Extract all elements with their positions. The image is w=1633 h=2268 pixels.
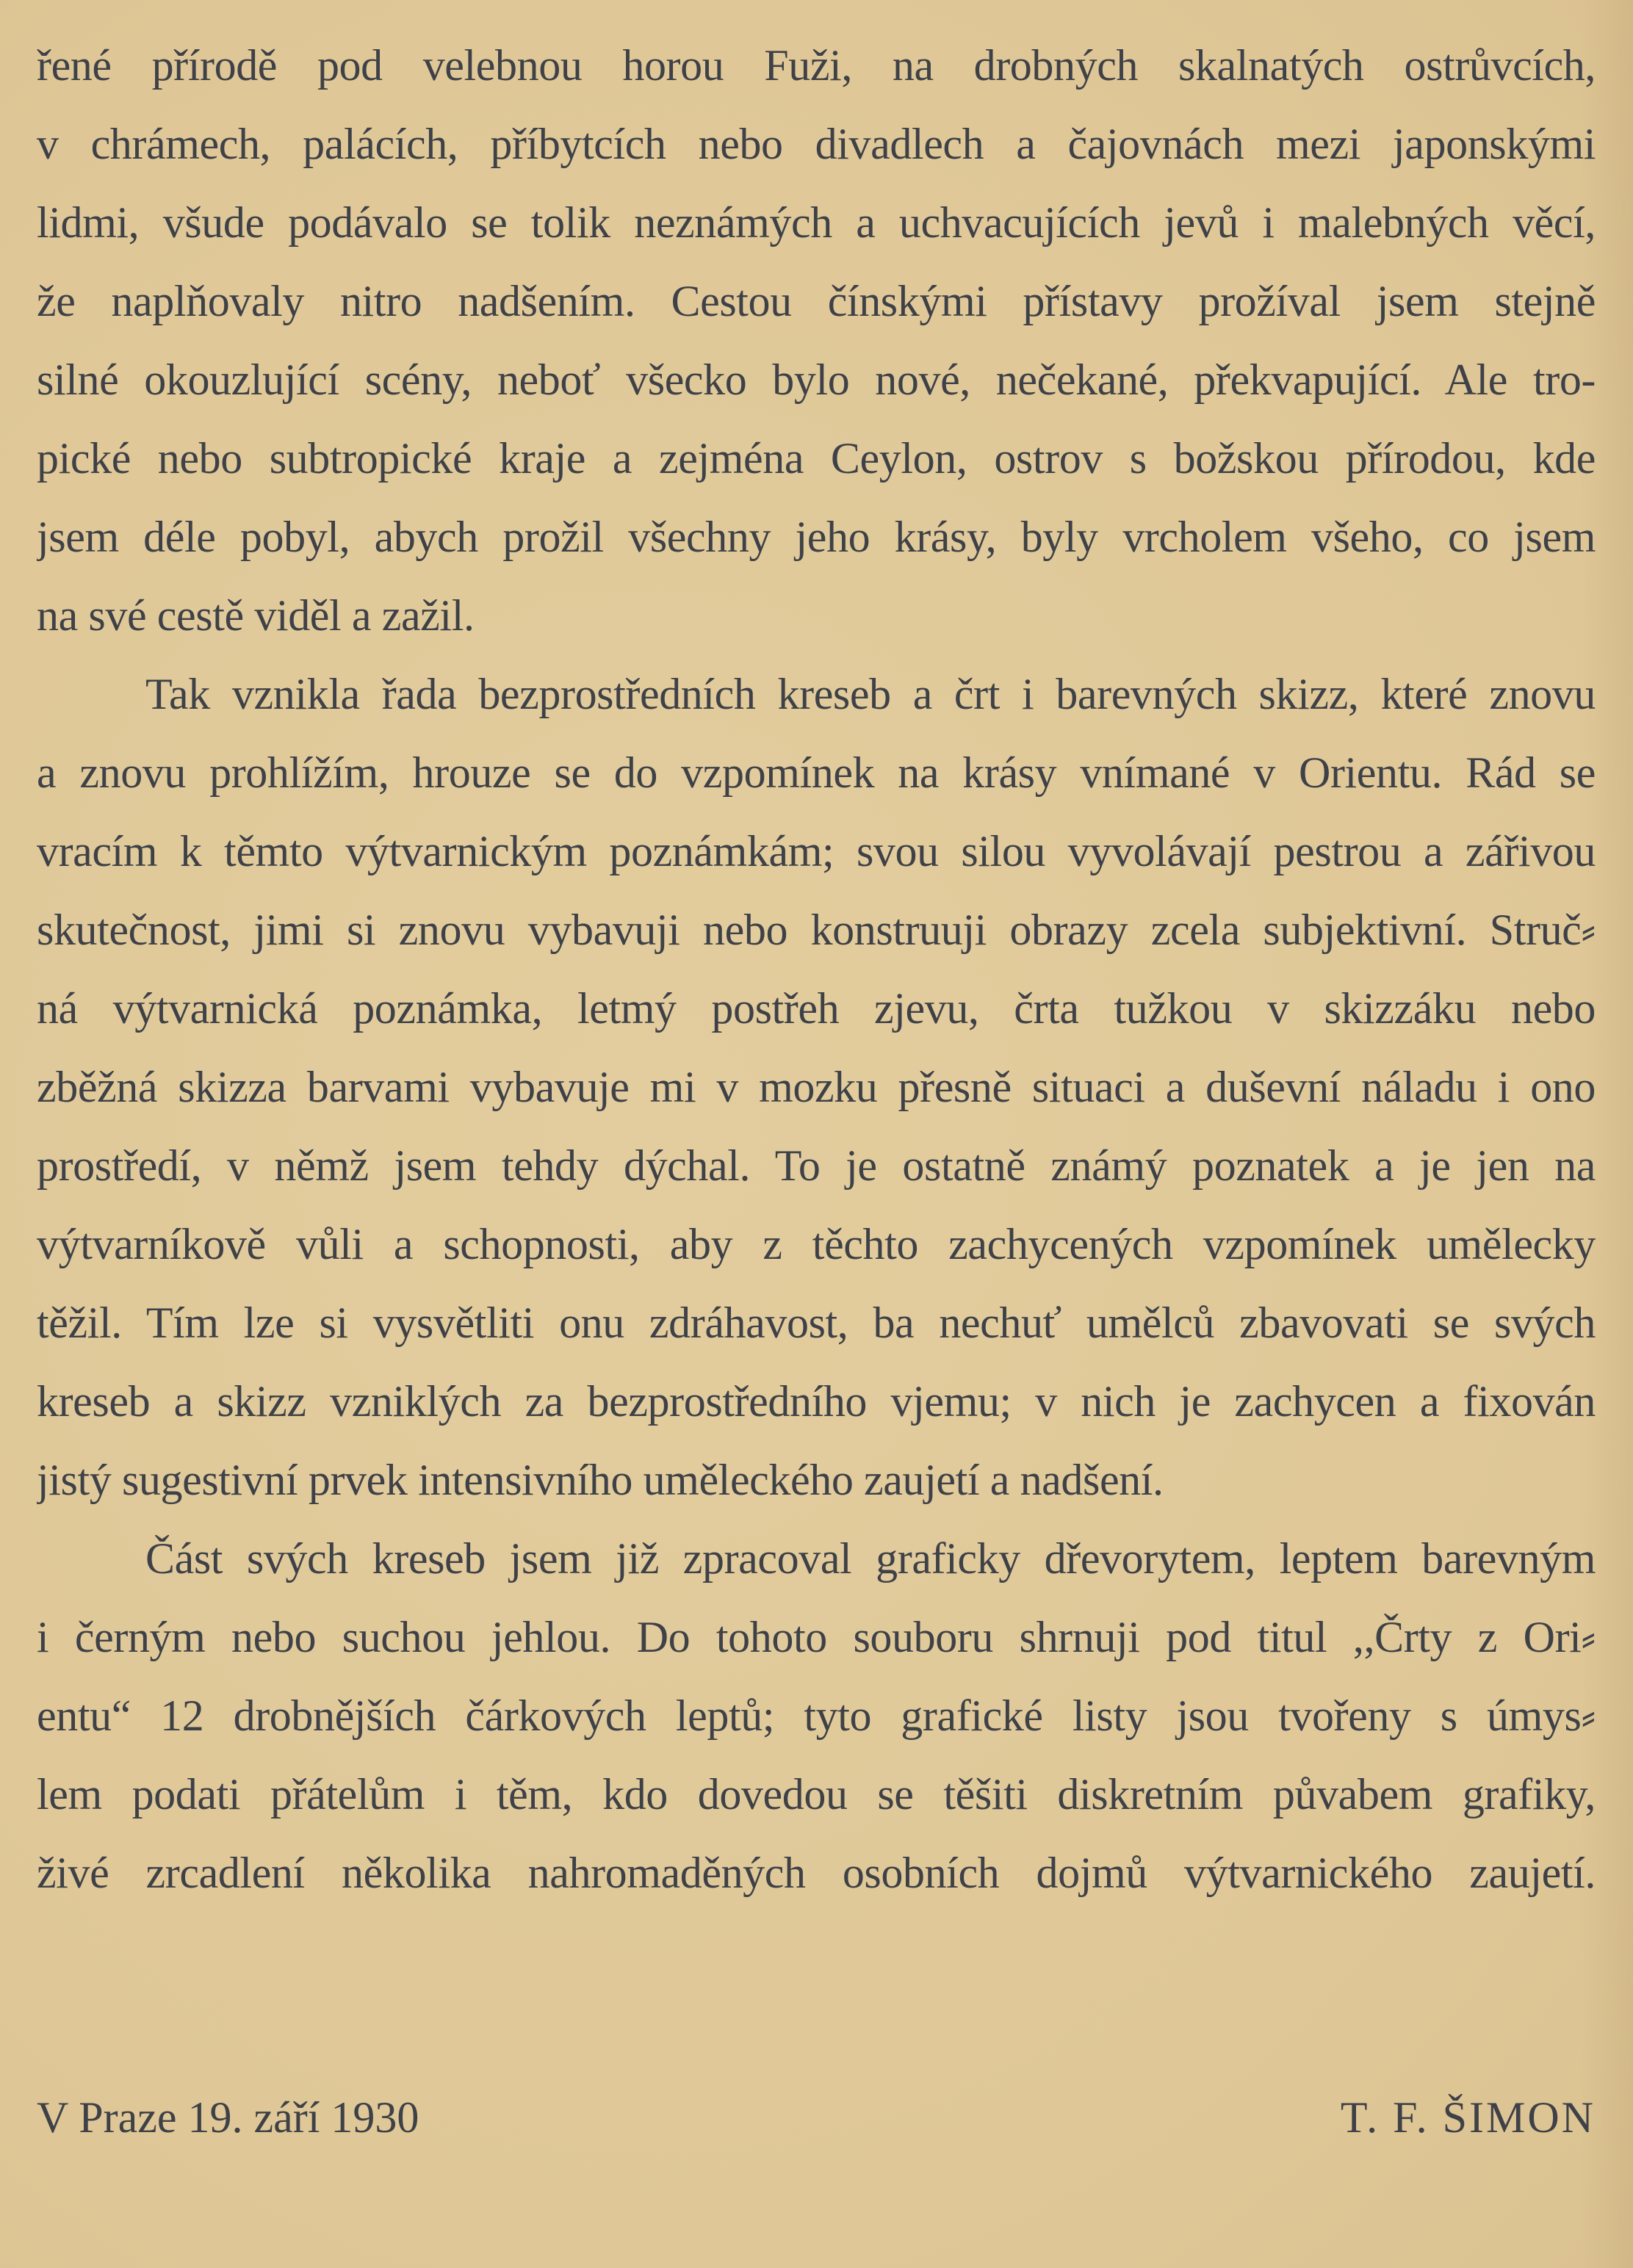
text-line: lem podati přátelům i těm, kdo dovedou se těšiti diskretním půvabem grafiky, bbox=[37, 1770, 1596, 1819]
text-line: a znovu prohlížím, hrouze se do vzpomínek na krásy vnímané v Orientu. Rád se bbox=[37, 748, 1596, 797]
text-line: zběžná skizza barvami vybavuje mi v mozku přesně situaci a duševní náladu i ono bbox=[37, 1063, 1596, 1111]
text-line: kreseb a skizz vzniklých za bezprostředního vjemu; v nich je zachycen a fixován bbox=[37, 1377, 1596, 1426]
text-line: výtvarníkově vůli a schopnosti, aby z těchto zachycených vzpomínek umělecky bbox=[37, 1220, 1596, 1268]
text-line: i černým nebo suchou jehlou. Do tohoto souboru shrnuji pod titul ,,Črty z Ori⸗ bbox=[37, 1613, 1596, 1661]
text-line: vracím k těmto výtvarnickým poznámkám; svou silou vyvolávají pestrou a zářivou bbox=[37, 827, 1596, 875]
text-line: živé zrcadlení několika nahromaděných osobních dojmů výtvarnického zaujetí. bbox=[37, 1849, 1596, 1897]
text-line: těžil. Tím lze si vysvětliti onu zdráhavost, ba nechuť umělců zbavovati se svých bbox=[37, 1299, 1596, 1347]
text-line: Tak vznikla řada bezprostředních kreseb a črt i barevných skizz, které znovu bbox=[145, 670, 1596, 718]
text-line: jsem déle pobyl, abych prožil všechny jeho krásy, byly vrcholem všeho, co jsem bbox=[37, 513, 1596, 561]
text-line: v chrámech, palácích, příbytcích nebo divadlech a čajovnách mezi japonskými bbox=[37, 120, 1596, 168]
text-line: jistý sugestivní prvek intensivního uměleckého zaujetí a nadšení. bbox=[37, 1456, 1164, 1504]
text-line: Část svých kreseb jsem již zpracoval graficky dřevorytem, leptem barevným bbox=[145, 1534, 1596, 1583]
closing-signature bbox=[37, 2079, 1596, 2157]
place-and-date: V Praze 19. září 1930 bbox=[37, 2093, 419, 2142]
author-name: T. F. ŠIMON bbox=[1340, 2093, 1596, 2142]
text-line: prostředí, v němž jsem tehdy dýchal. To je ostatně známý poznatek a je jen na bbox=[37, 1141, 1596, 1190]
text-line: pické nebo subtropické kraje a zejména Ceylon, ostrov s božskou přírodou, kde bbox=[37, 434, 1596, 483]
body-text bbox=[37, 26, 1596, 1913]
text-line: lidmi, všude podávalo se tolik neznámých a uchvacujících jevů i malebných věcí, bbox=[37, 198, 1596, 247]
text-line: silné okouzlující scény, neboť všecko bylo nové, nečekané, překvapující. Ale tro- bbox=[37, 355, 1596, 404]
text-line: skutečnost, jimi si znovu vybavuji nebo konstruuji obrazy zcela subjektivní. Struč⸗ bbox=[37, 906, 1596, 954]
text-line: ná výtvarnická poznámka, letmý postřeh zjevu, črta tužkou v skizzáku nebo bbox=[37, 984, 1596, 1033]
text-line: že naplňovaly nitro nadšením. Cestou čínskými přístavy prožíval jsem stejně bbox=[37, 277, 1596, 325]
text-line: řené přírodě pod velebnou horou Fuži, na drobných skalnatých ostrůvcích, bbox=[37, 41, 1596, 90]
text-line: na své cestě viděl a zažil. bbox=[37, 591, 475, 640]
text-line: entu“ 12 drobnějších čárkových leptů; tyto grafické listy jsou tvořeny s úmys⸗ bbox=[37, 1691, 1596, 1740]
